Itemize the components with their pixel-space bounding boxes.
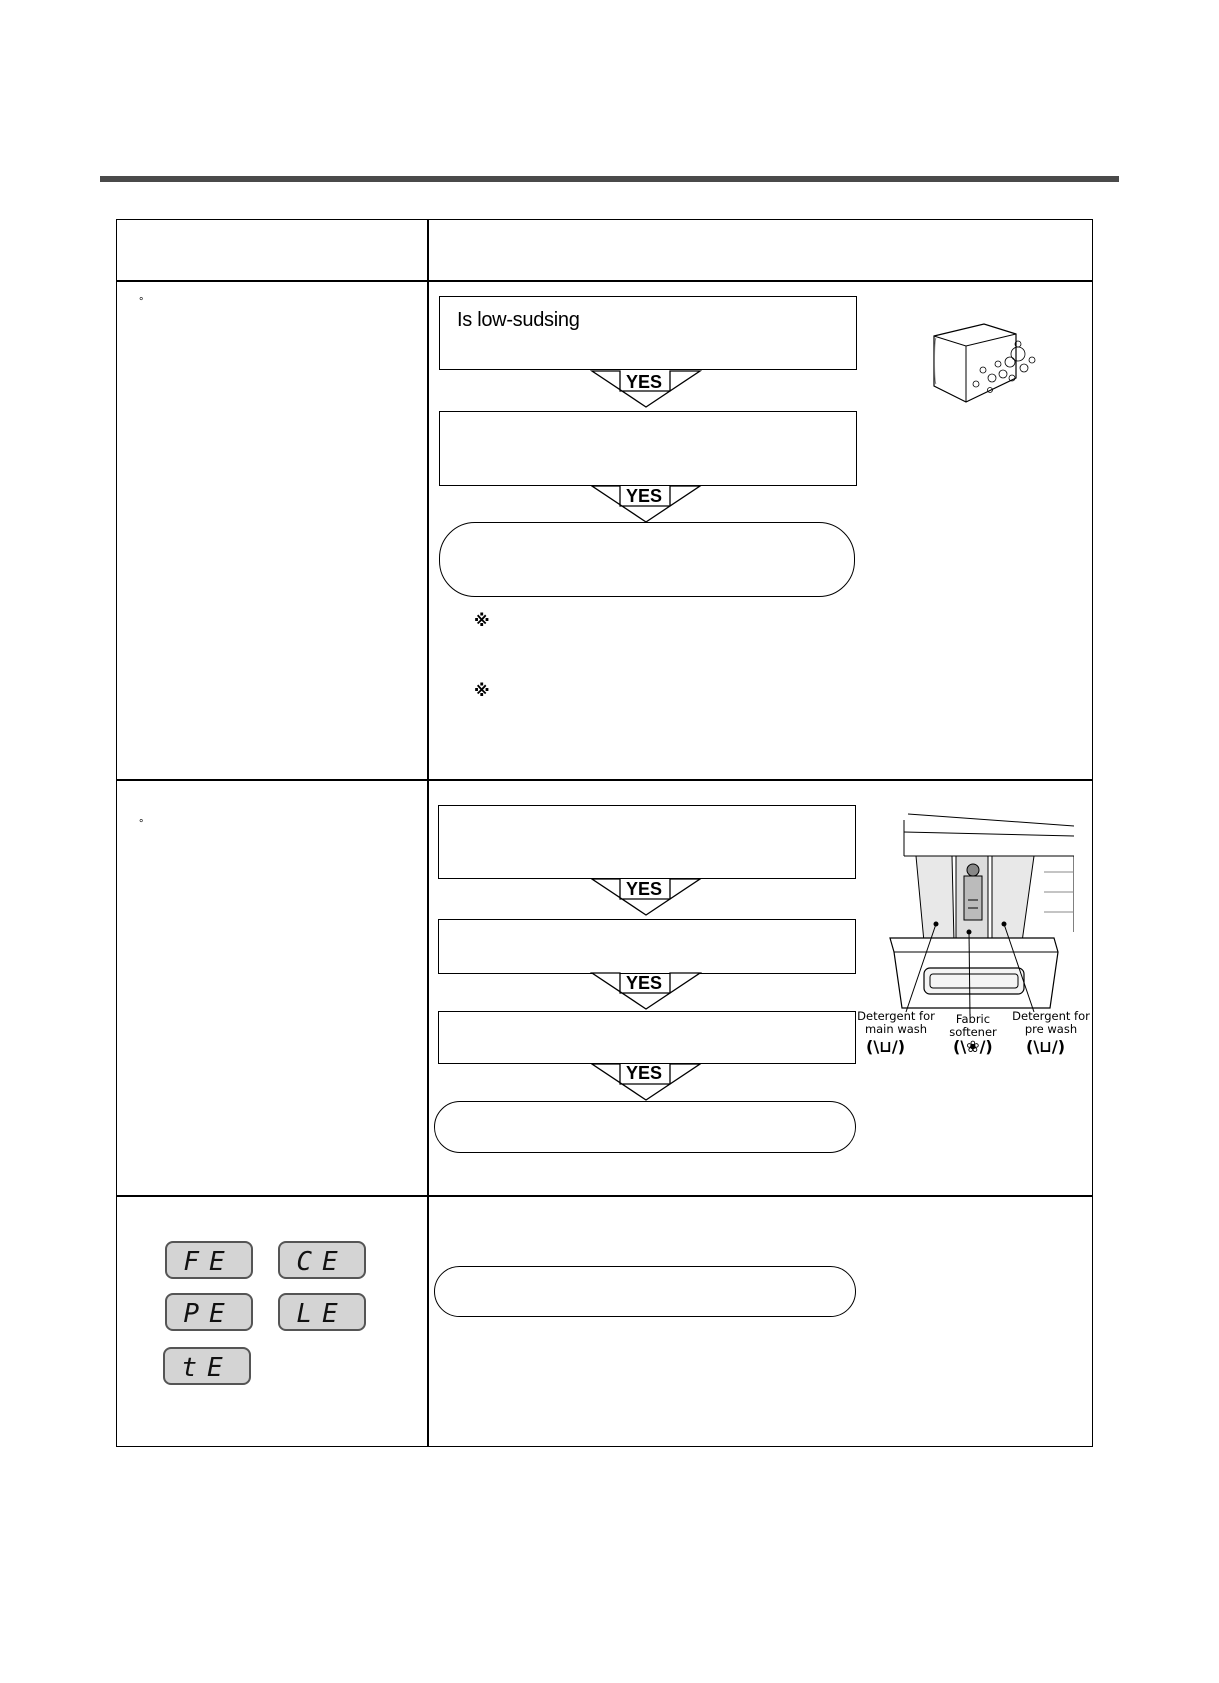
error-code-pe xyxy=(167,1295,251,1329)
pre-wash-symbol: (\⊔/) xyxy=(1026,1037,1066,1056)
pre-wash-caption: Detergent for pre wash xyxy=(1012,1009,1090,1036)
error-code-fe xyxy=(167,1243,251,1277)
lcd-display-icon xyxy=(165,1241,253,1279)
row-divider-1 xyxy=(116,779,1093,781)
row1-yes-label-2: YES xyxy=(626,486,663,506)
soap-bar-icon xyxy=(928,318,1048,408)
main-wash-caption: Detergent for main wash xyxy=(857,1009,935,1036)
row1-bullet: ° xyxy=(139,296,144,308)
row1-flow-text-1: Is low-sudsing xyxy=(457,309,580,331)
lcd-display-icon xyxy=(163,1347,251,1385)
header-row-divider xyxy=(116,280,1093,282)
row2-flow-box-3 xyxy=(438,1011,856,1064)
svg-text:tE: tE xyxy=(181,1353,233,1383)
softener-symbol: (\❀/) xyxy=(953,1037,993,1056)
row3-result-box xyxy=(434,1266,856,1317)
error-code-te xyxy=(165,1349,249,1383)
svg-text:FE: FE xyxy=(183,1247,235,1277)
lcd-display-icon xyxy=(278,1293,366,1331)
svg-text:PE: PE xyxy=(183,1299,235,1329)
lcd-display-icon xyxy=(165,1293,253,1331)
softener-caption: Fabric softener xyxy=(949,1012,997,1039)
row2-flow-box-1 xyxy=(438,805,856,879)
row1-flow-box-1 xyxy=(439,296,857,370)
row2-flow-box-2 xyxy=(438,919,856,974)
row1-flow-box-2 xyxy=(439,411,857,486)
row2-yes-label-2: YES xyxy=(626,973,663,993)
row1-note-marker-1: ※ xyxy=(474,613,490,630)
detergent-dispenser-icon xyxy=(884,812,1074,1022)
row-divider-2 xyxy=(116,1195,1093,1197)
row2-result-box xyxy=(434,1101,856,1153)
header-rule xyxy=(100,176,1119,182)
error-code-ce xyxy=(280,1243,364,1277)
main-wash-symbol: (\⊔/) xyxy=(866,1037,906,1056)
row1-result-box xyxy=(439,522,855,597)
column-divider xyxy=(427,219,429,1447)
row1-yes-label-1: YES xyxy=(626,372,663,392)
lcd-display-icon xyxy=(278,1241,366,1279)
row2-yes-label-1: YES xyxy=(626,879,663,899)
row2-bullet: ° xyxy=(139,818,144,830)
row2-yes-label-3: YES xyxy=(626,1063,663,1083)
row1-note-marker-2: ※ xyxy=(474,683,490,700)
svg-text:CE: CE xyxy=(296,1247,348,1277)
error-code-le xyxy=(280,1295,364,1329)
svg-text:LE: LE xyxy=(296,1299,348,1329)
